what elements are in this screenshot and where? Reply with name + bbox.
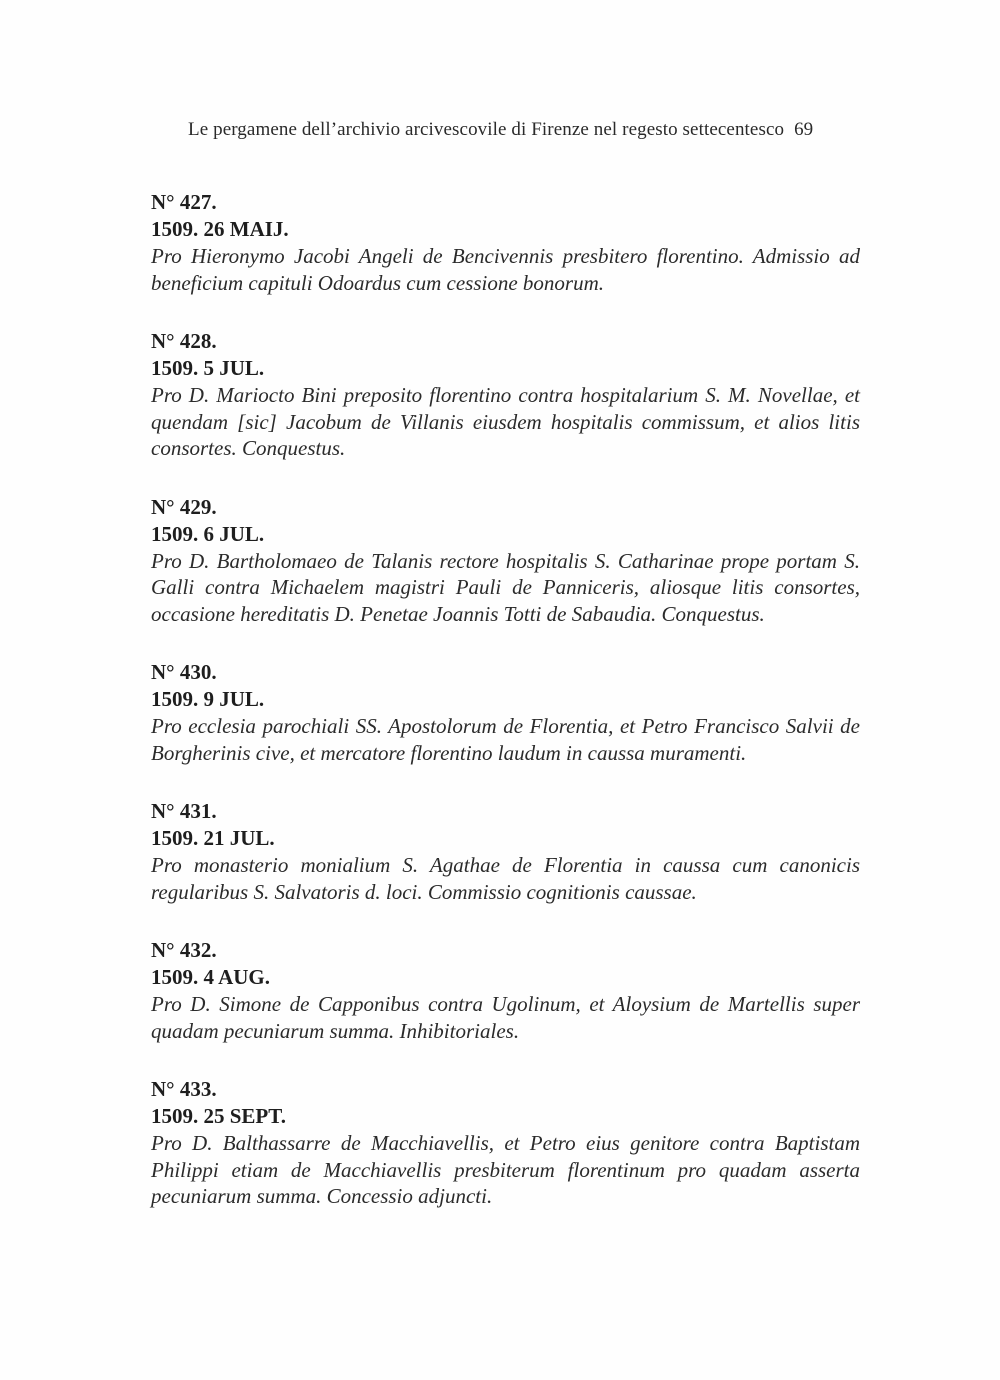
entries-list — [151, 189, 860, 1242]
entry-text: Pro D. Balthassarre de Macchiavellis, et Petro eius genitore contra Baptistam Philippi etiam de Macchiavellis presbiterum florentinum pro quadam asserta pecuniarum summa. Concessio adjuncti. — [151, 1131, 860, 1208]
entry-date: 1509. 9 JUL. — [151, 687, 265, 711]
entry — [151, 494, 860, 628]
entry-number: N° 430. — [151, 660, 217, 684]
entry-text: Pro monasterio monialium S. Agathae de Florentia in caussa cum canonicis regularibus S. Salvatoris d. loci. Commissio cognitionis caussae. — [151, 853, 860, 904]
entry — [151, 937, 860, 1044]
entry-number: N° 427. — [151, 190, 217, 214]
header-title: Le pergamene dell’archivio arcivescovile di Firenze nel regesto settecentesco — [188, 119, 785, 140]
entry-number: N° 431. — [151, 799, 217, 823]
entry-number: N° 428. — [151, 329, 217, 353]
entry-text: Pro ecclesia parochiali SS. Apostolorum de Florentia, et Petro Francisco Salvii de Borgherinis cive, et mercatore florentino laudum in caussa muramenti. — [151, 714, 860, 765]
entry — [151, 189, 860, 296]
entry-text: Pro Hieronymo Jacobi Angeli de Bencivennis presbitero florentino. Admissio ad beneficium capituli Odoardus cum cessione bonorum. — [151, 244, 860, 295]
entry-date: 1509. 6 JUL. — [151, 521, 265, 546]
entry-text: Pro D. Bartholomaeo de Talanis rectore hospitalis S. Catharinae prope portam S. Galli contra Michaelem magistri Pauli de Panniceris, aliosque litis consortes, occasione hereditatis D. Penetae Joannis Totti de Sabaudia. Conquestus. — [151, 548, 860, 626]
entry-date: 1509. 21 JUL. — [151, 826, 275, 850]
entry-number: N° 432. — [151, 938, 217, 962]
entry — [151, 1076, 860, 1210]
entry-date: 1509. 26 MAIJ. — [151, 217, 289, 241]
entry-text: Pro D. Mariocto Bini preposito florentino contra hospitalarium S. M. Novellae, et quendam [sic] Jacobum de Villanis eiusdem hospitalis commissum, et alios litis consortes. Conquestus. — [151, 383, 860, 460]
entry-date: 1509. 4 AUG. — [151, 965, 271, 989]
entry-text: Pro D. Simone de Capponibus contra Ugolinum, et Aloysium de Martellis super quadam pecuniarum summa. Inhibitoriales. — [151, 992, 860, 1043]
running-header — [188, 119, 860, 141]
entry-number: N° 429. — [151, 494, 217, 519]
entry-number: N° 433. — [151, 1077, 217, 1101]
entry — [151, 328, 860, 462]
page-number: 69 — [794, 119, 814, 140]
entry — [151, 798, 860, 905]
entry — [151, 659, 860, 766]
entry-date: 1509. 5 JUL. — [151, 356, 265, 380]
entry-date: 1509. 25 SEPT. — [151, 1104, 286, 1128]
